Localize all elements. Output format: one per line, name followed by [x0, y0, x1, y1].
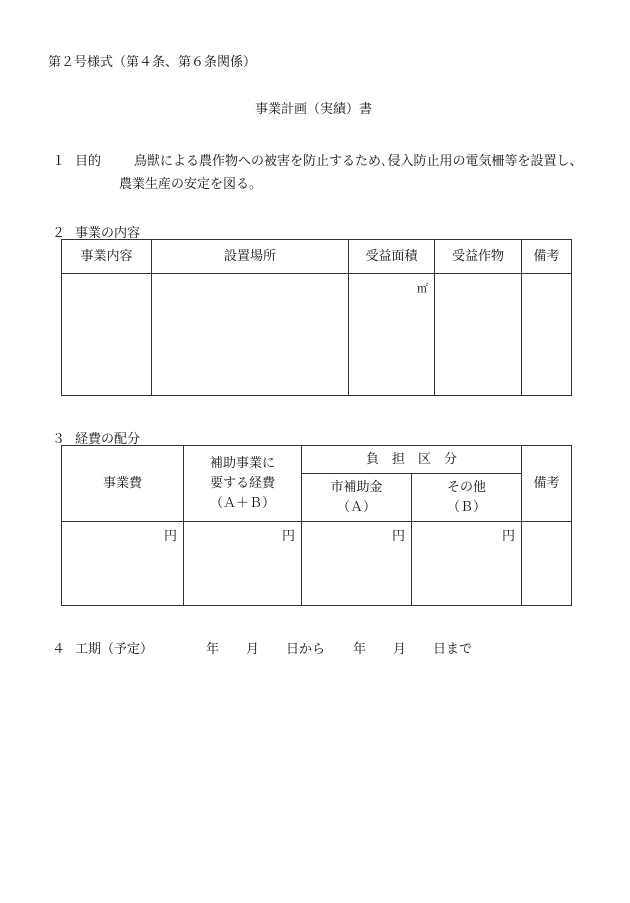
purpose-text-line-1: 鳥獣による農作物への被害を防止するため､侵入防止用の電気柵等を設置し、: [134, 154, 583, 169]
end-day: 日まで: [433, 642, 473, 657]
cell-benefit-crop: [435, 274, 522, 396]
cell-city-subsidy: 円: [302, 522, 412, 606]
project-content-header-row: [62, 240, 572, 274]
header-project-cost: 事業費: [62, 446, 184, 522]
purpose-text-line-2: 農業生産の安定を図る。: [119, 177, 263, 192]
header-city-subsidy: [302, 474, 412, 522]
end-year: 年: [353, 642, 367, 657]
subsidized-cost-line-3: （Ａ＋Ｂ）: [209, 495, 275, 511]
cell-location: [152, 274, 349, 396]
header-burden-division: 負 担 区 分: [302, 446, 522, 474]
cost-allocation-table: [61, 445, 572, 606]
section-4-label: 工期（予定）: [75, 642, 154, 657]
city-subsidy-line-2: （Ａ）: [336, 499, 376, 515]
cell-remarks: [522, 274, 572, 396]
section-1-label: 目的: [75, 154, 102, 169]
header-subsidized-cost: [184, 446, 302, 522]
cell-other: 円: [412, 522, 522, 606]
cell-project-cost: 円: [62, 522, 184, 606]
start-year: 年: [206, 642, 220, 657]
header-remarks: 備考: [522, 240, 572, 274]
header-other: [412, 474, 522, 522]
header-project-content: 事業内容: [62, 240, 152, 274]
section-3-label: 経費の配分: [75, 432, 141, 447]
cost-header-row-1: [62, 446, 572, 474]
city-subsidy-line-1: 市補助金: [330, 479, 383, 495]
header-cost-remarks: 備考: [522, 446, 572, 522]
start-month: 月: [246, 642, 260, 657]
section-1-number: １: [52, 154, 66, 169]
document-title: 事業計画（実績）書: [255, 102, 373, 117]
section-3-number: ３: [52, 432, 66, 447]
section-2-label: 事業の内容: [75, 226, 141, 241]
cell-subsidized-cost: 円: [184, 522, 302, 606]
header-benefit-area: 受益面積: [349, 240, 435, 274]
other-line-2: （Ｂ）: [447, 499, 487, 515]
header-location: 設置場所: [152, 240, 349, 274]
start-day: 日から: [286, 642, 326, 657]
section-2-number: ２: [52, 226, 66, 241]
end-month: 月: [393, 642, 407, 657]
other-line-1: その他: [447, 479, 487, 495]
subsidized-cost-line-2: 要する経費: [209, 475, 275, 491]
cost-body-row: [62, 522, 572, 606]
cell-project-content: [62, 274, 152, 396]
subsidized-cost-line-1: 補助事業に: [209, 455, 275, 471]
header-benefit-crop: 受益作物: [435, 240, 522, 274]
form-number: 第２号様式（第４条、第６条関係）: [48, 55, 257, 70]
project-content-table: [61, 239, 572, 396]
project-content-body-row: [62, 274, 572, 396]
cell-cost-remarks: [522, 522, 572, 606]
cell-benefit-area: ㎡: [349, 274, 435, 396]
section-4-number: ４: [52, 642, 66, 657]
